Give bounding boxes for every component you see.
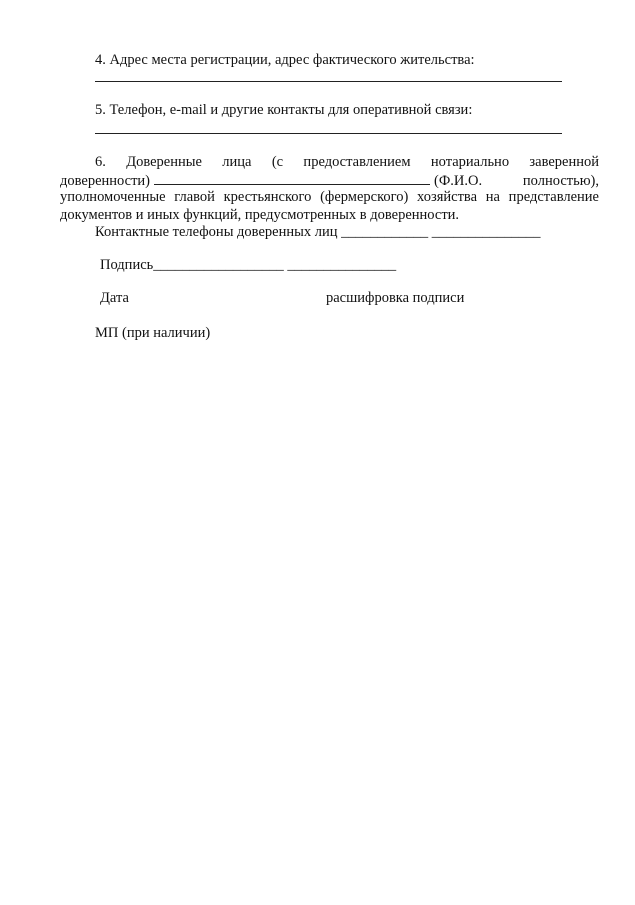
item6-line2-start: доверенности): [60, 172, 151, 189]
item6-line1: 6. Доверенные лица (с предоставлением нотариально заверенной: [95, 154, 599, 170]
item4-answer-line: [95, 81, 562, 82]
item5-label: 5. Телефон, e-mail и другие контакты для оперативной связи:: [95, 102, 473, 118]
item6-line4: документов и иных функций, предусмотренных в доверенности.: [60, 206, 460, 223]
contacts-label: Контактные телефоны доверенных лиц ____________ _______________: [95, 224, 541, 240]
trusted-persons-name-blank: [154, 172, 430, 185]
item6-paragraph: [60, 154, 599, 224]
item5-answer-line: [95, 133, 562, 134]
item6-line3: уполномоченные главой крестьянского (фермерского) хозяйства на представление: [60, 189, 599, 205]
item4-label: 4. Адрес места регистрации, адрес фактического жительства:: [95, 52, 475, 68]
item6-line2: [60, 172, 599, 190]
signature-decode-label: расшифровка подписи: [326, 290, 465, 306]
date-label: Дата: [100, 290, 129, 306]
stamp-label: МП (при наличии): [95, 325, 211, 341]
item6-line2-end: (Ф.И.О. полностью),: [434, 172, 599, 189]
signature-label: Подпись__________________ _______________: [100, 257, 397, 273]
